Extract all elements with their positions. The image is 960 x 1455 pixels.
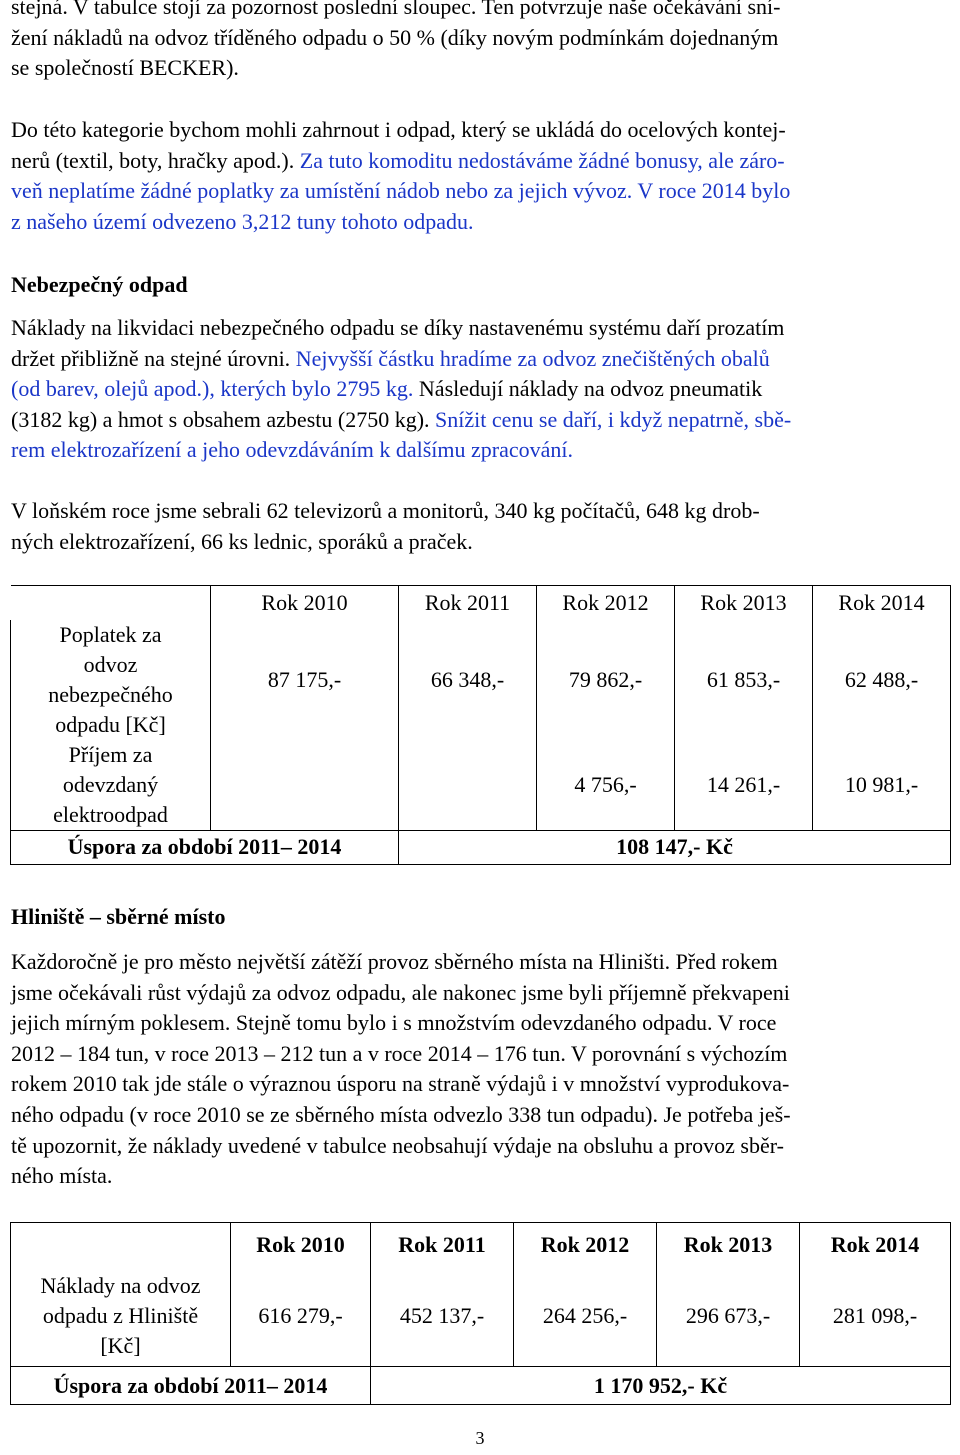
year-header: Rok 2014 — [813, 586, 951, 620]
row-label-line: odpadu [Kč] — [55, 711, 166, 737]
row-label — [11, 740, 211, 831]
hliniste-costs-table — [10, 1222, 951, 1405]
text-line: jejich mírným poklesem. Stejně tomu bylo i s množstvím odevzdaného odpadu. V roce — [11, 1010, 777, 1036]
section-heading-nebezpecny-odpad: Nebezpečný odpad — [11, 272, 188, 297]
row-label-line: nebezpečného — [48, 681, 173, 707]
year-header: Rok 2013 — [675, 586, 813, 620]
text-line — [11, 344, 951, 375]
text-line: tě upozornit, že náklady uvedené v tabulce neobsahují výdaje na obsluhu a provoz sběr- — [11, 1132, 784, 1158]
text-line: žení nákladů na odvoz tříděného odpadu o 50 % (díky novým podmínkám dojednaným — [11, 24, 779, 50]
highlighted-text: V roce 2014 bylo — [632, 178, 791, 204]
text-line: V loňském roce jsme sebrali 62 televizorů a monitorů, 340 kg počítačů, 648 kg drob- — [11, 498, 760, 523]
table-cell: 14 261,- — [675, 740, 813, 831]
table-row — [11, 620, 951, 740]
text-line: ných elektrozařízení, 66 ks lednic, sporáků a praček. — [11, 528, 473, 554]
text-line: 2012 – 184 tun, v roce 2013 – 212 tun a v roce 2014 – 176 tun. V porovnání s výchozím — [11, 1040, 788, 1066]
row-label-line: elektroodpad — [53, 801, 168, 827]
text-line: rokem 2010 tak jde stále o výraznou úsporu na straně výdajů i v množství vyprodukova- — [11, 1071, 790, 1097]
row-label-line: odevzdaný — [62, 771, 159, 797]
table-cell: 62 488,- — [813, 620, 951, 740]
page-number: 3 — [475, 1428, 485, 1448]
highlighted-text: Za tuto komoditu nedostáváme žádné bonusy, ale záro- — [299, 147, 785, 173]
paragraph-3 — [11, 313, 951, 466]
text-line: jsme očekávali růst výdajů za odvoz odpadu, ale nakonec jsme byli příjemně překvapeni — [11, 979, 790, 1005]
paragraph-4 — [11, 496, 951, 557]
row-label — [11, 620, 211, 740]
row-label-line: Náklady na odvoz — [40, 1273, 201, 1299]
year-header: Rok 2013 — [657, 1223, 800, 1267]
year-header: Rok 2010 — [231, 1223, 371, 1267]
table-header-row — [11, 1223, 951, 1267]
table-header-row — [11, 586, 951, 620]
savings-label: Úspora za období 2011– 2014 — [11, 1367, 371, 1405]
table-cell: 10 981,- — [813, 740, 951, 831]
savings-value: 1 170 952,- Kč — [371, 1367, 951, 1405]
table-cell: 452 137,- — [371, 1267, 514, 1367]
row-label-line: [Kč] — [100, 1333, 141, 1359]
row-label-line: odpadu z Hliniště — [42, 1303, 199, 1329]
text-span: nerů (textil, boty, hračky apod.). — [11, 147, 300, 173]
year-header: Rok 2012 — [514, 1223, 657, 1267]
row-label-line: Příjem za — [68, 741, 153, 767]
table-cell — [211, 740, 399, 831]
table-cell: 296 673,- — [657, 1267, 800, 1367]
text-line: z našeho území odvezeno 3,212 tuny tohoto odpadu. — [11, 208, 474, 234]
text-span: (3182 kg) a hmot s obsahem azbestu (2750 kg). — [11, 406, 436, 432]
year-header: Rok 2011 — [371, 1223, 514, 1267]
table-row — [11, 1267, 951, 1367]
hazardous-waste-table — [10, 585, 951, 865]
text-line: Každoročně je pro město největší zátěží provoz sběrného místa na Hliništi. Před rokem — [11, 949, 778, 974]
savings-row — [11, 830, 951, 864]
text-line — [11, 176, 951, 207]
table-cell: 61 853,- — [675, 620, 813, 740]
savings-label: Úspora za období 2011– 2014 — [11, 830, 399, 864]
table-cell: 87 175,- — [211, 620, 399, 740]
row-label-line: Poplatek za — [59, 621, 162, 647]
table-cell: 66 348,- — [399, 620, 537, 740]
text-span: držet přibližně na stejné úrovni. — [11, 345, 296, 371]
table-corner-cell — [11, 586, 211, 620]
paragraph-2 — [11, 115, 951, 237]
text-line — [11, 146, 951, 177]
highlighted-text: Snížit cenu se daří, i když nepatrně, sbě- — [435, 406, 792, 432]
text-line: stejná. V tabulce stojí za pozornost poslední sloupec. Ten potvrzuje naše očekávání sní- — [11, 0, 781, 19]
table-corner-cell — [11, 1223, 231, 1267]
table-cell: 4 756,- — [537, 740, 675, 831]
paragraph-1 — [11, 0, 951, 84]
text-line: se společností BECKER). — [11, 55, 239, 81]
text-line — [11, 405, 951, 436]
highlighted-text: Nejvyšší částku hradíme za odvoz znečištěných obalů — [295, 345, 770, 371]
text-line — [11, 374, 951, 405]
paragraph-5 — [11, 947, 951, 1192]
savings-row — [11, 1367, 951, 1405]
year-header: Rok 2012 — [537, 586, 675, 620]
text-line: rem elektrozařízení a jeho odevzdáváním k dalšímu zpracování. — [11, 437, 573, 463]
row-label — [11, 1267, 231, 1367]
table-cell: 281 098,- — [800, 1267, 951, 1367]
table-cell: 79 862,- — [537, 620, 675, 740]
text-line: Náklady na likvidaci nebezpečného odpadu se díky nastavenému systému daří prozatím — [11, 315, 785, 340]
highlighted-text: veň neplatíme žádné poplatky za umístění nádob nebo za jejich vývoz. — [11, 178, 633, 204]
savings-value: 108 147,- Kč — [399, 830, 951, 864]
section-heading-hliniste: Hliniště – sběrné místo — [11, 904, 226, 929]
highlighted-text: (od barev, olejů apod.), kterých bylo 2795 kg. — [11, 376, 419, 402]
text-span: Následují náklady na odvoz pneumatik — [418, 376, 763, 402]
text-line: ného místa. — [11, 1163, 113, 1189]
table-cell: 264 256,- — [514, 1267, 657, 1367]
year-header: Rok 2010 — [211, 586, 399, 620]
year-header: Rok 2011 — [399, 586, 537, 620]
table-row — [11, 740, 951, 831]
text-line: Do této kategorie bychom mohli zahrnout i odpad, který se ukládá do ocelových kontej- — [11, 117, 786, 142]
table-cell: 616 279,- — [231, 1267, 371, 1367]
text-line: ného odpadu (v roce 2010 se ze sběrného místa odvezlo 338 tun odpadu). Je potřeba ješ- — [11, 1101, 791, 1127]
table-cell — [399, 740, 537, 831]
year-header: Rok 2014 — [800, 1223, 951, 1267]
row-label-line: odvoz — [83, 651, 138, 677]
